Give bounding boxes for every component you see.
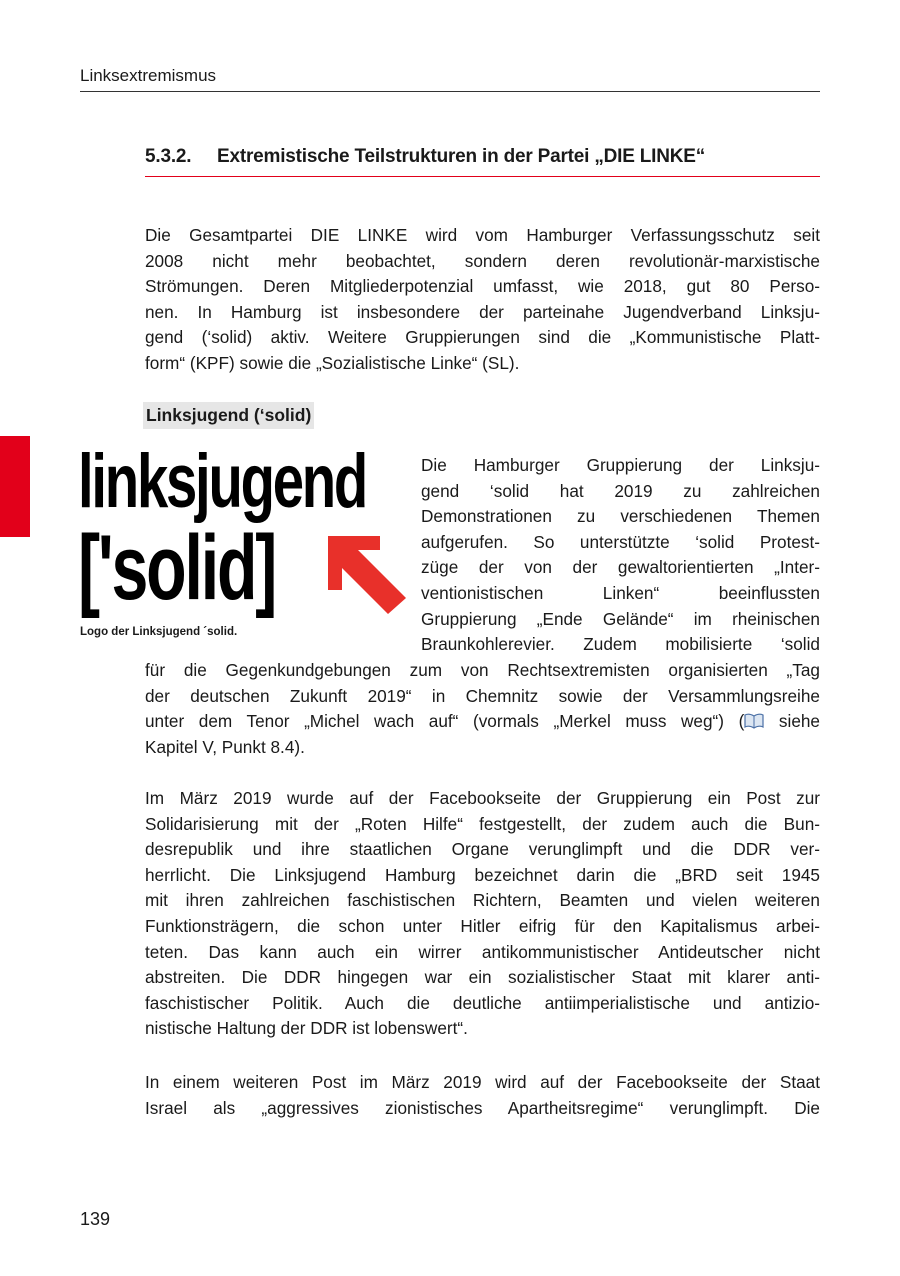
text-line: In einem weiteren Post im März 2019 wird auf der Facebookseite der Staat [145,1072,820,1092]
header-rule [80,91,820,92]
text-line: aufgerufen. So unterstützte ‘solid Protest- [421,531,820,552]
text-line: Die Hamburger Gruppierung der Linksju- [421,455,820,475]
text-line: Braunkohlerevier. Zudem mobilisierte ‘solid [421,634,820,655]
text-line: Kapitel V, Punkt 8.4). [145,736,305,757]
logo-caption: Logo der Linksjugend ´solid. [80,626,238,638]
text-line: teten. Das kann auch ein wirrer antikommunistischer Antideutscher nicht [145,941,820,962]
text-line: Gruppierung „Ende Gelände“ im rheinischen [421,608,820,629]
linksjugend-logo [78,439,410,619]
heading-rule [145,176,820,177]
chapter-tab-marker [0,436,30,537]
paragraph-1 [145,223,820,377]
text-span: siehe [764,711,820,732]
text-line: faschistischer Politik. Auch die deutliche antiimperialistische und antizio- [145,992,820,1013]
text-line: ventionistischen Linken“ beeinflussten [421,582,820,603]
text-line: abstreiten. Die DDR hingegen war ein sozialistischer Staat mit klarer anti- [145,967,820,988]
text-line: Die Gesamtpartei DIE LINKE wird vom Hamburger Verfassungsschutz seit [145,225,820,245]
text-line-with-reference [145,709,820,735]
text-line: für die Gegenkundgebungen zum von Rechtsextremisten organisierten „Tag [145,660,820,680]
text-line: Demonstrationen zu verschiedenen Themen [421,506,820,527]
text-line: züge der von der gewaltorientierten „Inter- [421,557,820,578]
text-line: gend (‘solid) aktiv. Weitere Gruppierungen sind die „Kommunistische Platt- [145,327,820,348]
subheading: Linksjugend (‘solid) [143,402,314,429]
logo-text-line1: linksjugend [78,439,367,524]
text-line: Im März 2019 wurde auf der Facebookseite der Gruppierung ein Post zur [145,788,820,808]
paragraph-4 [145,1070,820,1121]
running-header: Linksextremismus [80,66,217,85]
section-number: 5.3.2. [145,146,192,167]
text-line: herrlicht. Die Linksjugend Hamburg bezeichnet darin die „BRD seit 1945 [145,864,820,885]
page-number: 139 [80,1209,111,1229]
text-line: Israel als „aggressives zionistisches Apartheitsregime“ verunglimpft. Die [145,1097,820,1118]
book-icon [744,713,764,729]
text-line: nistische Haltung der DDR ist lobenswert“. [145,1018,468,1039]
text-line: Strömungen. Deren Mitgliederpotenzial umfasst, wie 2018, gut 80 Perso- [145,276,820,297]
text-line: desrepublik und ihre staatlichen Organe verunglimpft und die DDR ver- [145,839,820,860]
text-line: der deutschen Zukunft 2019“ in Chemnitz sowie der Versammlungsreihe [145,685,820,706]
paragraph-3 [145,786,820,1042]
logo-text-line2: ['solid] [78,517,276,619]
section-heading [145,146,705,168]
paragraph-2-continued [145,658,820,760]
text-span: unter dem Tenor „Michel wach auf“ (vormals „Merkel muss weg“) ( [145,711,745,732]
text-line: Funktionsträgern, die schon unter Hitler eifrig für den Kapitalismus arbei- [145,915,820,936]
section-title: Extremistische Teilstrukturen in der Partei „DIE LINKE“ [217,146,706,167]
text-line: 2008 nicht mehr beobachtet, sondern deren revolutionär-marxistische [145,250,820,271]
text-line: form“ (KPF) sowie die „Sozialistische Linke“ (SL). [145,352,520,373]
paragraph-2-wrapped [421,453,820,658]
text-line: nen. In Hamburg ist insbesondere der parteinahe Jugendverband Linksju- [145,301,820,322]
text-line: Solidarisierung mit der „Roten Hilfe“ festgestellt, der zudem auch die Bun- [145,813,820,834]
text-line: gend ‘solid hat 2019 zu zahlreichen [421,480,820,501]
arrow-icon [324,532,408,616]
text-line: mit ihren zahlreichen faschistischen Richtern, Beamten und vielen weiteren [145,890,820,911]
